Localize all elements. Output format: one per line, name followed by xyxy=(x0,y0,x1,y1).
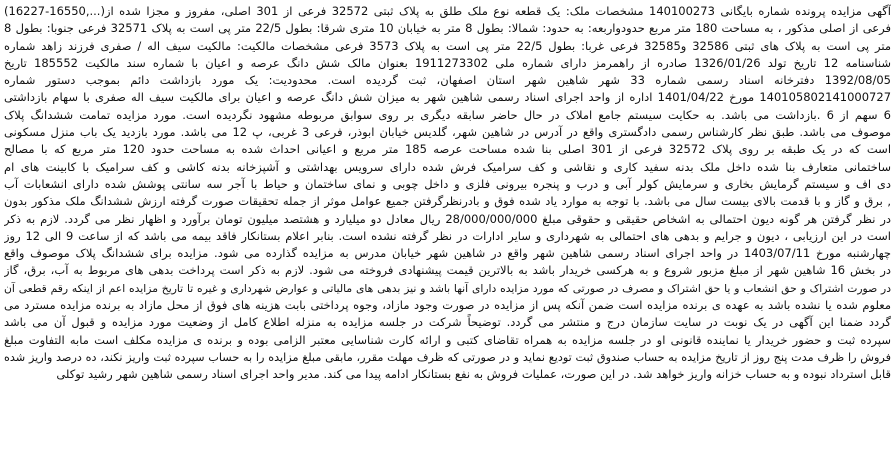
notice-line: شناسنامه 12 تاریخ تولد 1326/01/26 صادره از راهمرمز دارای شماره ملی 1911273302 بعنوان مالک شش دانگ عرصه و اعیان با شماره سند مالکیت 185552 تاریخ xyxy=(4,55,891,70)
notice-line: دی اف و سیستم گرمایش بخاری و سرمایش کولر آبی و درب و پنجره بیرونی فلزی و داخل چوبی و نمای ساختمان و حیاط با آجر سه سانتی پوشش شده دارای انشعابات آب xyxy=(4,176,891,191)
notice-line: است که در یک طبقه بر روی پلاک 32572 فرعی از 301 اصلی بنا شده مساحت عرصه 185 متر مربع و اعیانی احداث شده به مساحت حدود 120 متر مربع که با مصالح xyxy=(4,142,891,157)
notice-line: آگهی مزایده پرونده شماره بایگانی 140100273 مشخصات ملک: یک قطعه نوع ملک طلق به پلاک ثبتی 32572 فرعی از 301 اصلی، مفروز و مجزا شده از(...,16550-16227) xyxy=(4,4,891,18)
notice-line: است در این ارزیابی ، دیون و جرایم و بدهی های احتمالی به شهرداری و سایر ادارات در نظر گرفته نشده است. بنابر اعلام بستانکار فاقد بیمه می باشد که از ساعت 9 الی 12 روز xyxy=(4,228,891,243)
notice-line: فروش را ظرف مدت پنج روز از تاریخ مزایده به حساب صندوق ثبت تودیع نماید و در صورتی که ظرف مهلت مقرر، مابقی مبلغ مزایده را به حساب سپرده ثبت واریز نکند، ده درصد واریز شده xyxy=(4,350,891,364)
notice-line: سپرده ثبت و حضور خریدار یا نماینده قانونی او در جلسه مزایده به همراه تقاضای کتبی و ارائه کارت شناسایی معتبر الزامی بوده و برنده ی مزایده مکلف است مابه التفاوت مبلغ xyxy=(4,332,891,347)
notice-line: چهارشنبه مورخ 1403/07/11 در واحد اجرای اسناد رسمی شاهین شهر واقع در شاهین شهر خیابان مدرس به مزایده گذارده می شود. مزایده برای ششدانگ پلاک موصوف واقع xyxy=(4,246,891,261)
notice-line: گردد ضمنا این آگهی در یک نوبت در سایت سازمان درج و منتشر می گردد. توضیحاً شرکت در جلسه مزایده به منزله اطلاع کامل از وضعیت مورد مزایده و قبول آن می باشد xyxy=(4,315,891,330)
notice-line: فرعی از اصلی مذکور ، به مساحت 180 متر مربع حدودواربعه: به حدود: شمالا: بطول 8 متر به خیابان 10 متری شرقا: بطول 22/5 متر پی است به پلاک 32571 فرعی جنوبا: بطول 8 xyxy=(4,21,891,36)
notice-line: در بخش 16 شاهین شهر از مبلغ مزبور شروع و به هرکسی خریدار باشد به بالاترین قیمت پیشنهادی فروخته می شود. لازم به ذکر است پرداخت بدهی های مربوط به آب، برق، گاز xyxy=(4,263,891,278)
notice-line: 140105802141000727 مورخ 1401/04/22 اداره از واحد اجرای اسناد رسمی شاهین شهر به میزان شش دانگ عرصه و اعیان برای مالکیت سیف اله صفری با سهام بازداشتی xyxy=(4,90,891,105)
notice-line: قابل استرداد نبوده و به حساب خزانه واریز خواهد شد. در این صورت، عملیات فروش به نفع بستانکار ادامه پیدا می کند. مدیر واحد اجرای اسناد رسمی شاهین شهر رشید توکلی xyxy=(56,367,891,382)
notice-line: در صورت اشتراک و حق انشعاب و یا حق اشتراک و مصرف در صورتی که مورد مزایده دارای آنها باشد و نیز بدهی های مالیاتی و عوارض شهرداری و غیره تا تاریخ مزایده اعم از اینکه رقم قطعی آن xyxy=(4,281,891,295)
notice-line: متر پی است به پلاک های ثبتی 32586 و32585 فرعی غربا: بطول 22/5 متر پی است به پلاک 3573 فرعی مشخصات مالکیت: مالکیت سیف اله / صفری فرزند زاهد شماره xyxy=(4,38,891,53)
notice-line: , برق و گاز و با قدمت بالای بیست سال می باشد. با توجه به موارد یاد شده فوق و بادرنظرگرفتن جمیع عوامل موثر از جمله تحقیقات صورت گرفته ارزش ششدانگ ملک مذکور بدون xyxy=(4,194,891,209)
notice-line: 6 سهم از 6 .بازداشت می باشد. به حکایت سیستم جامع املاک در حال حاضر سابقه دیگری بر روی سوابق مربوطه مشهود نگردیده است. مورد مزایده تمامت ششدانگ پلاک xyxy=(4,107,891,122)
notice-line: ساختمانی متعارف بنا شده داخل ملک بدنه سفید کاری و نقاشی و کف سرامیک فرش شده دارای سرویس بهداشتی و آشپزخانه بدنه کاشی و کف سرامیک با کابینت های ام xyxy=(4,159,891,174)
notice-line: در نظر گرفتن هر گونه دیون احتمالی به اشخاص حقیقی و حقوقی مبلغ 28/000/000/000 ریال معادل دو میلیارد و هشتصد میلیون تومان برآورد و اظهار نظر می گردد. لازم به ذکر xyxy=(4,211,891,226)
notice-line: معلوم شده یا نشده باشد به عهده ی برنده مزایده است ضمن آنکه پس از مزایده در صورت وجود مازاد، وجوه پرداختی بابت هزینه های فوق از محل مازاد به برنده مزایده مسترد می xyxy=(4,298,891,313)
notice-line: 1392/08/05 دفترخانه اسناد رسمی شماره 33 شهر شاهین شهر استان اصفهان، ثبت گردیده است. محدودیت: یک مورد بازداشت دائم بموجب دستور شماره xyxy=(4,73,891,88)
notice-line: موصوف می باشد. طبق نظر کارشناس رسمی دادگستری واقع در آدرس در شاهین شهر، گلدیس خیابان ابوذر، فرعی 3 غربی، پ 12 می باشد. مورد بازدید یک باب منزل مسکونی xyxy=(4,125,891,140)
